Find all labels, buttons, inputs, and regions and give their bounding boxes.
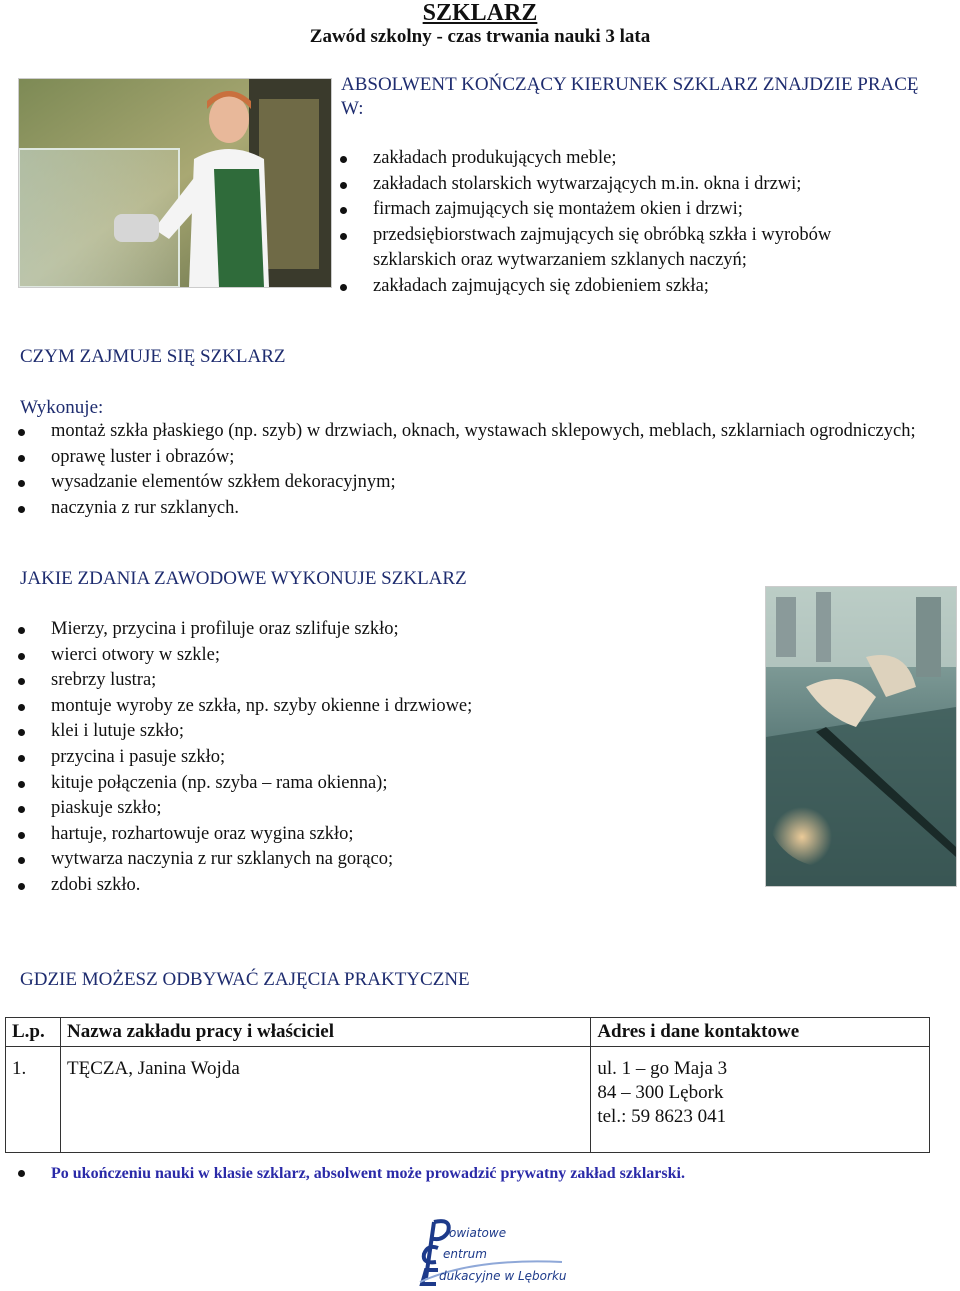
list-item: zakładach zajmujących się zdobieniem szkła;: [339, 274, 904, 300]
practice-table: [5, 1017, 930, 1153]
row-lp: 1.: [6, 1047, 61, 1153]
row-company-name: TĘCZA, Janina Wojda: [60, 1047, 590, 1153]
list-item: kituje połączenia (np. szyba – rama okienna);: [17, 771, 737, 797]
duties-list: [17, 419, 917, 521]
list-item: Mierzy, przycina i profiluje oraz szlifuje szkło;: [17, 617, 737, 643]
bullet-icon: [18, 755, 25, 762]
bullet-icon: [340, 182, 347, 189]
glass-cutting-illustration: [766, 587, 956, 886]
list-item: przedsiębiorstwach zajmujących się obróbką szkła i wyrobów szklarskich oraz wytwarzaniem szklanych naczyń;: [339, 223, 904, 274]
list-item: zakładach stolarskich wytwarzających m.in. okna i drzwi;: [339, 172, 904, 198]
employment-heading: ABSOLWENT KOŃCZĄCY KIERUNEK SZKLARZ ZNAJDZIE PRACĘ W:: [341, 74, 919, 119]
page-title: SZKLARZ: [422, 0, 538, 26]
list-item: klei i lutuje szkło;: [17, 719, 737, 745]
list-item: firmach zajmujących się montażem okien i drzwi;: [339, 197, 904, 223]
bullet-icon: [18, 429, 25, 436]
duties-subheading: Wykonuje:: [20, 397, 104, 418]
bullet-icon: [340, 233, 347, 240]
bullet-icon: [18, 480, 25, 487]
logo-line-1: owiatowe: [449, 1226, 507, 1240]
bullet-icon: [340, 156, 347, 163]
logo-line-2: entrum: [443, 1247, 487, 1261]
bullet-icon: [18, 883, 25, 890]
list-item: srebrzy lustra;: [17, 668, 737, 694]
list-item: zdobi szkło.: [17, 873, 737, 899]
list-item: naczynia z rur szklanych.: [17, 496, 917, 522]
list-item: montuje wyroby ze szkła, np. szyby okienne i drzwiowe;: [17, 694, 737, 720]
bullet-icon: [18, 781, 25, 788]
list-item: wysadzanie elementów szkłem dekoracyjnym;: [17, 470, 917, 496]
note-bullet-icon: [18, 1170, 25, 1177]
list-item: oprawę luster i obrazów;: [17, 445, 917, 471]
glazier-photo: [18, 78, 332, 288]
column-header-address: Adres i dane kontaktowe: [591, 1018, 930, 1047]
employment-list: [339, 146, 904, 300]
list-item: hartuje, rozhartowuje oraz wygina szkło;: [17, 822, 737, 848]
list-item: wierci otwory w szkle;: [17, 643, 737, 669]
table-header-row: [6, 1018, 930, 1047]
bullet-icon: [18, 653, 25, 660]
bullet-icon: [18, 806, 25, 813]
tasks-list: [17, 617, 737, 899]
page-subtitle: Zawód szkolny - czas trwania nauki 3 lata: [309, 26, 651, 47]
glazier-illustration: [19, 79, 331, 287]
bullet-icon: [18, 729, 25, 736]
column-header-name: Nazwa zakładu pracy i właściciel: [60, 1018, 590, 1047]
bullet-icon: [18, 506, 25, 513]
practice-heading: GDZIE MOŻESZ ODBYWAĆ ZAJĘCIA PRAKTYCZNE: [20, 969, 470, 990]
bullet-icon: [18, 832, 25, 839]
duties-heading: CZYM ZAJMUJE SIĘ SZKLARZ: [20, 346, 286, 367]
bullet-icon: [18, 678, 25, 685]
bullet-icon: [18, 627, 25, 634]
bullet-icon: [340, 207, 347, 214]
tasks-heading: JAKIE ZDANIA ZAWODOWE WYKONUJE SZKLARZ: [20, 568, 467, 589]
list-item: montaż szkła płaskiego (np. szyb) w drzwiach, oknach, wystawach sklepowych, meblach, szklarniach ogrodniczych;: [17, 419, 917, 445]
address-phone: tel.: 59 8623 041: [597, 1106, 727, 1127]
glass-cutting-photo: [765, 586, 957, 887]
bullet-icon: [340, 284, 347, 291]
bullet-icon: [18, 455, 25, 462]
logo-line-3: dukacyjne w Lęborku: [439, 1269, 567, 1283]
bullet-icon: [18, 704, 25, 711]
list-item: zakładach produkujących meble;: [339, 146, 904, 172]
school-logo: [412, 1218, 572, 1288]
address-street: ul. 1 – go Maja 3: [597, 1058, 728, 1079]
bullet-icon: [18, 857, 25, 864]
column-header-lp: L.p.: [6, 1018, 61, 1047]
list-item: wytwarza naczynia z rur szklanych na gorąco;: [17, 847, 737, 873]
practice-note: Po ukończeniu nauki w klasie szklarz, absolwent może prowadzić prywatny zakład szklarski.: [51, 1165, 685, 1182]
list-item: przycina i pasuje szkło;: [17, 745, 737, 771]
table-row: [6, 1047, 930, 1153]
row-address: [591, 1047, 930, 1153]
list-item: piaskuje szkło;: [17, 796, 737, 822]
address-city: 84 – 300 Lębork: [597, 1082, 724, 1103]
